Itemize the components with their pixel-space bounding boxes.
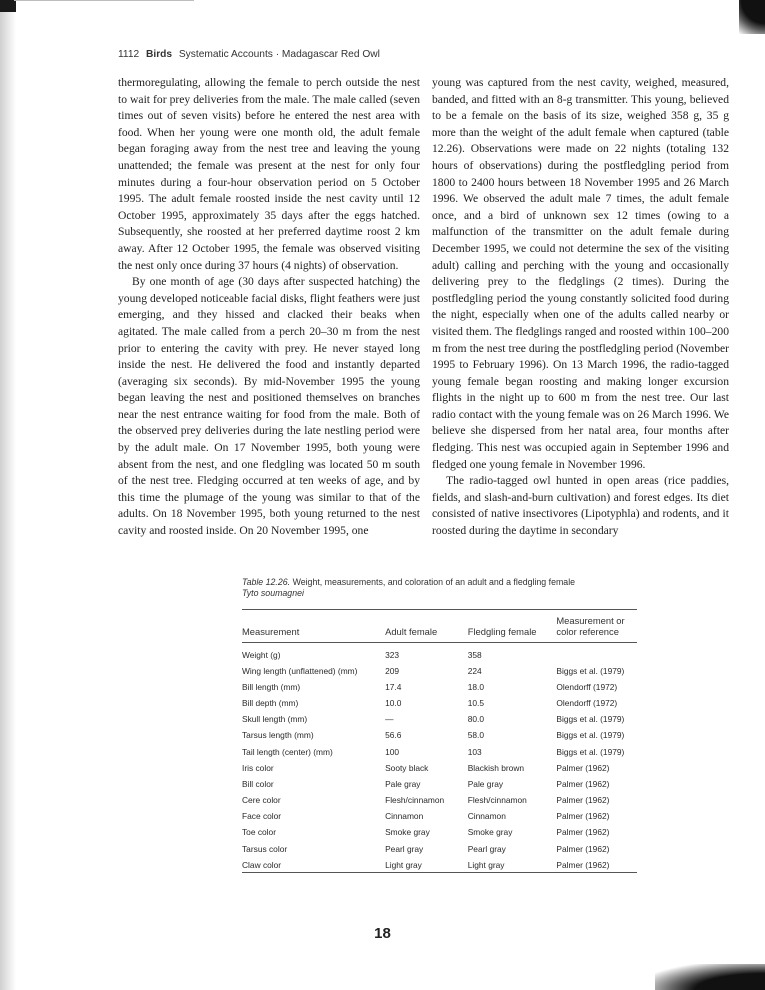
data-table (242, 609, 637, 873)
table-row (242, 760, 637, 776)
table-cell: Skull length (mm) (242, 714, 308, 725)
folio-number: 18 (374, 925, 391, 942)
paragraph: thermoregulating, allowing the female to perch outside the nest to wait for prey deliveries from the male. The male called (seven times out of seven visits) before he entered the nest area with food. When her young were one month old, the adult female began foraging away from the nest tree and leaving the young unattended; the female was present at the nest for only four minutes during a four-hour observation period on 5 October 1995. The adult female roosted inside the nest cavity until 12 October 1995, approximately 35 days after the eggs hatched. Subsequently, she roosted at her preferred daytime roost 2 km away. After 12 October 1995, the female was observed visiting the nest only once during 37 hours (4 nights) of observation. (118, 76, 420, 272)
column-header: Adult female (385, 626, 438, 637)
page-number: 1112 (118, 49, 140, 60)
table-caption-species: Tyto soumagnei (242, 588, 304, 598)
table-cell: 358 (467, 649, 482, 660)
scan-shadow-left (0, 0, 16, 990)
running-head (118, 49, 380, 60)
table-row (242, 727, 637, 743)
table-cell: Tail length (center) (mm) (242, 746, 333, 757)
table-row (242, 857, 637, 873)
table-cell: Light gray (385, 859, 422, 870)
scan-mark-top-left (0, 0, 16, 12)
table-cell: Claw color (242, 859, 282, 870)
table-cell: Olendorff (1972) (556, 681, 618, 692)
scan-corner-top-right (739, 0, 765, 34)
table-cell: 10.0 (385, 697, 402, 708)
table-cell: Weight (g) (242, 649, 281, 660)
table-cell: Cinnamon (467, 811, 506, 822)
table-cell: Palmer (1962) (556, 762, 610, 773)
table-cell: Blackish brown (467, 762, 525, 773)
table-cell (556, 643, 637, 663)
table-cell: 100 (385, 746, 400, 757)
table-cell: Palmer (1962) (556, 778, 610, 789)
table-row (242, 643, 637, 663)
column-header: Measurement (242, 626, 300, 637)
table-cell: 103 (467, 746, 482, 757)
table-cell: 58.0 (467, 730, 485, 741)
table-cell: Palmer (1962) (556, 827, 610, 838)
table-cell: Palmer (1962) (556, 859, 610, 870)
table-row (242, 776, 637, 792)
paragraph: The radio-tagged owl hunted in open areas (rice paddies, fields, and slash-and-burn cultivation) and forest edges. Its diet consisted of native insectivores (Lipotyphla) and rodents, and it roosted during the daytime in secondary (432, 474, 729, 538)
table-cell: 18.0 (467, 681, 485, 692)
table-cell: Pearl gray (385, 843, 424, 854)
table-row (242, 679, 637, 695)
table-cell: Wing length (unflattened) (mm) (242, 665, 358, 676)
table-row (242, 695, 637, 711)
table-cell: Smoke gray (385, 827, 430, 838)
table-cell: Sooty black (385, 762, 429, 773)
table-row (242, 808, 637, 824)
table-row (242, 792, 637, 808)
table-cell: Bill length (mm) (242, 681, 301, 692)
table-cell: 209 (385, 665, 400, 676)
table-cell: Flesh/cinnamon (385, 795, 445, 806)
table-cell: 56.6 (385, 730, 402, 741)
table-cell: 323 (385, 649, 400, 660)
table-cell: Cere color (242, 795, 281, 806)
table-cell: Bill color (242, 778, 274, 789)
table-cell: 224 (467, 665, 482, 676)
column-header: Measurement or color reference (556, 615, 625, 637)
paragraph: young was captured from the nest cavity, weighed, measured, banded, and fitted with an 8-g transmitter. This young, believed to be a female on the basis of its size, weighed 358 g, 35 g more than the weight of the adult female when captured (table 12.26). Observations were made on 22 nights (totaling 132 hours of observations) during the postfledgling period from 1800 to 2400 hours between 18 November 1995 and 26 March 1996. We observed the adult male 7 times, the adult female once, and a bird of unknown sex 12 times (owing to a malfunction of the transmitter on the adult female during December 1995, we could not determine the sex of the visiting adult) calling and perching with the young and occasionally delivering prey to the fledglings (2 times). During the postfledgling period the young constantly solicited food during the night, especially when one of the adults called nearby or visited them. The fledglings ranged and roosted within 100–200 m from the nest tree during the postfledgling period (November 1995 to February 1996). On 13 March 1996, the radio-tagged young female began roosting and making longer excursion flights in the night up to 600 m from the nest tree. Our last radio contact with the young female was on 26 March 1996. We believe she dispersed from her natal area, four months after fledging. This nest was occupied again in September 1996 and fledged one young female in November 1996. (432, 76, 729, 471)
table-cell: Iris color (242, 762, 274, 773)
column-header: Fledgling female (467, 626, 537, 637)
table-cell: Biggs et al. (1979) (556, 665, 625, 676)
table-cell: Tarsus length (mm) (242, 730, 314, 741)
table-row (242, 824, 637, 840)
table-cell: Toe color (242, 827, 276, 838)
table-cell: Olendorff (1972) (556, 697, 618, 708)
table-cell: Biggs et al. (1979) (556, 714, 625, 725)
text-column-left (118, 75, 420, 540)
paragraph: By one month of age (30 days after suspected hatching) the young developed noticeable facial disks, flight feathers were just emerging, and they hissed and clacked their beaks when agitated. The male called from a perch 20–30 m from the nest prior to entering the cavity with prey. He never stayed long inside the nest. He delivered the food and instantly departed (averaging six seconds). By mid-November 1995 the young began leaving the nest and positioned themselves on branches near the nest entrance waiting for food from the male. Both of the observed prey deliveries during the late nestling period were by the adult male. On 17 November 1995, both young were absent from the nest, and one fledgling was located 50 m south of the nest tree. Fledging occurred at ten weeks of age, and by this time the plumage of the young was similar to that of the adults. On 18 November 1995, both young returned to the nest cavity and roosted inside. On 20 November 1995, one (118, 275, 420, 538)
table-cell: Biggs et al. (1979) (556, 746, 625, 757)
section-subtitle: Systematic Accounts · Madagascar Red Owl (178, 49, 380, 60)
table-header-row (242, 610, 637, 643)
table-cell: Pale gray (385, 778, 421, 789)
table-cell: Pearl gray (467, 843, 506, 854)
scan-line-top (14, 0, 194, 1)
table-cell: 10.5 (467, 697, 485, 708)
table-cell: 80.0 (467, 714, 485, 725)
table-cell: Face color (242, 811, 282, 822)
table-cell: Smoke gray (467, 827, 513, 838)
table-cell: Light gray (467, 859, 505, 870)
table-cell: Pale gray (467, 778, 504, 789)
table-row (242, 711, 637, 727)
table-cell: Flesh/cinnamon (467, 795, 527, 806)
table-cell: Palmer (1962) (556, 795, 610, 806)
table-cell: Biggs et al. (1979) (556, 730, 625, 741)
measurement-table (242, 577, 637, 873)
table-cell: — (385, 714, 394, 725)
table-cell: Cinnamon (385, 811, 424, 822)
table-row (242, 663, 637, 679)
table-caption (242, 577, 637, 599)
table-row (242, 841, 637, 857)
table-cell: 17.4 (385, 681, 402, 692)
section-title: Birds (146, 49, 173, 60)
table-cell: Palmer (1962) (556, 843, 610, 854)
table-caption-text: Weight, measurements, and coloration of an adult and a fledgling female (292, 577, 576, 587)
text-column-right (432, 75, 729, 540)
table-caption-number: Table 12.26. (242, 577, 291, 587)
scan-corner-bottom-right (655, 964, 765, 990)
table-cell: Palmer (1962) (556, 811, 610, 822)
table-cell: Bill depth (mm) (242, 697, 299, 708)
table-cell: Tarsus color (242, 843, 288, 854)
table-row (242, 743, 637, 759)
